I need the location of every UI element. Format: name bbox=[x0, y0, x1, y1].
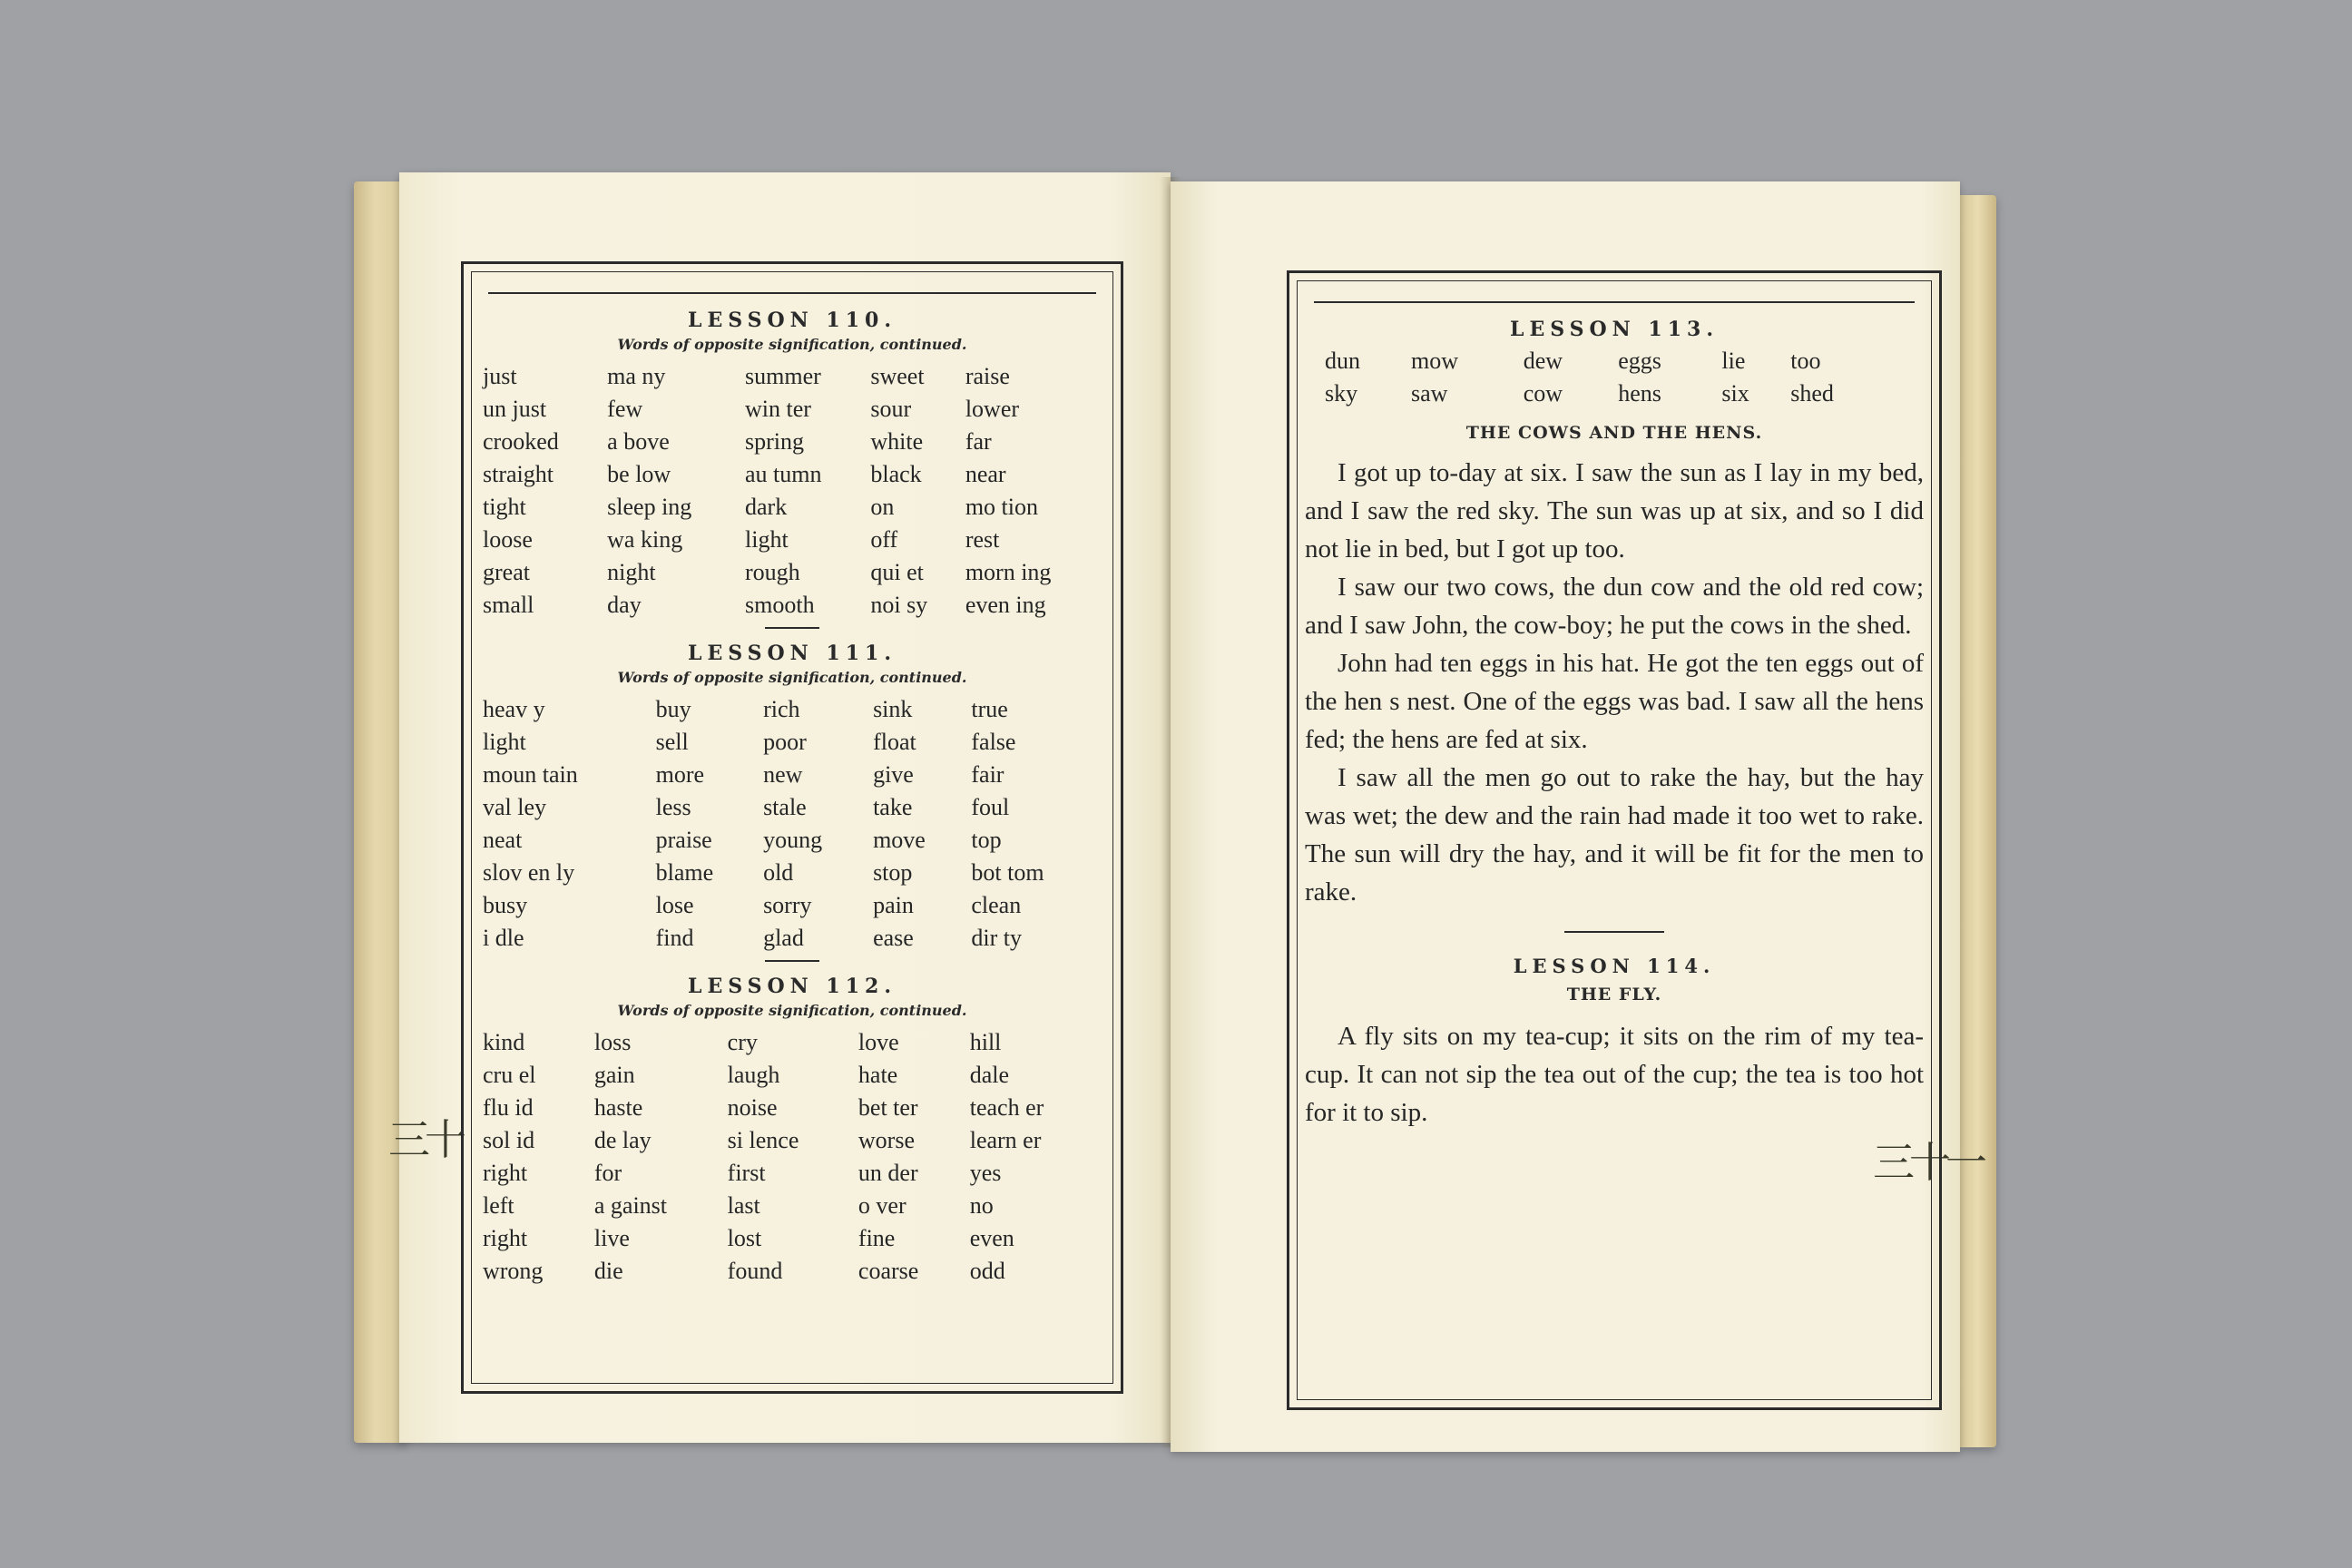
word-cell: old bbox=[763, 859, 794, 886]
word-cell: sorry bbox=[763, 892, 812, 918]
lesson-114-story bbox=[1305, 1017, 1924, 1132]
word-row bbox=[481, 791, 1103, 824]
lesson-112-title: LESSON 112. bbox=[687, 975, 897, 998]
word-cell: right bbox=[483, 1160, 528, 1186]
word-cell: take bbox=[873, 794, 913, 820]
word-row bbox=[481, 589, 1103, 622]
word-cell: glad bbox=[763, 925, 804, 951]
word-cell: raise bbox=[965, 363, 1010, 389]
word-row bbox=[481, 693, 1103, 726]
word-cell: slov en ly bbox=[483, 859, 575, 886]
word-cell: far bbox=[965, 428, 992, 455]
word-cell: un der bbox=[858, 1160, 918, 1186]
word-cell: loss bbox=[593, 1029, 632, 1055]
word-cell: ease bbox=[873, 925, 914, 951]
word-cell: last bbox=[727, 1192, 760, 1219]
word-cell: laugh bbox=[727, 1062, 780, 1088]
word-cell: wa king bbox=[607, 526, 683, 553]
word-cell: qui et bbox=[870, 559, 924, 585]
word-cell: loose bbox=[483, 526, 533, 553]
word-cell: busy bbox=[483, 892, 528, 918]
word-cell: a gainst bbox=[593, 1192, 668, 1219]
word-cell: float bbox=[873, 729, 916, 755]
word-row bbox=[481, 889, 1103, 922]
word-cell: false bbox=[971, 729, 1016, 755]
word-cell: true bbox=[971, 696, 1008, 722]
left-margin-mark: 三十 bbox=[388, 1115, 461, 1164]
word-cell: praise bbox=[655, 827, 712, 853]
word-row bbox=[481, 1190, 1103, 1222]
word-cell: poor bbox=[763, 729, 807, 755]
lesson-114-title: LESSON 114. bbox=[1513, 955, 1716, 977]
word-cell: spring bbox=[745, 428, 805, 455]
word-cell: noi sy bbox=[870, 592, 928, 618]
word-cell: coarse bbox=[858, 1258, 919, 1284]
word-cell: even ing bbox=[965, 592, 1046, 618]
word-cell: stale bbox=[763, 794, 807, 820]
section-divider bbox=[765, 960, 819, 962]
word-cell: lost bbox=[727, 1225, 762, 1251]
word-cell: worse bbox=[858, 1127, 915, 1153]
story-paragraph: I saw our two cows, the dun cow and the old red cow; and I saw John, the cow-boy; he put the cows in the shed. bbox=[1305, 573, 1924, 640]
word-cell: moun tain bbox=[483, 761, 578, 788]
word-cell: shed bbox=[1790, 380, 1834, 407]
story-paragraph: John had ten eggs in his hat. He got the ten eggs out of the hen s nest. One of the eggs was bad. I saw all the hens fed; the hens are fed at six. bbox=[1305, 649, 1924, 754]
word-cell: teach er bbox=[969, 1094, 1044, 1121]
word-row bbox=[481, 1124, 1103, 1157]
word-cell: foul bbox=[971, 794, 1010, 820]
word-row bbox=[481, 824, 1103, 857]
right-page bbox=[1171, 181, 1982, 1452]
word-cell: more bbox=[655, 761, 705, 788]
section-divider bbox=[1564, 931, 1664, 933]
word-cell: pain bbox=[873, 892, 914, 918]
word-cell: too bbox=[1790, 348, 1821, 374]
word-row bbox=[481, 726, 1103, 759]
left-page-frame bbox=[461, 261, 1123, 1394]
word-cell: kind bbox=[483, 1029, 525, 1055]
word-cell: smooth bbox=[745, 592, 815, 618]
word-row bbox=[1323, 377, 1892, 410]
lesson-112-word-table bbox=[481, 1026, 1103, 1288]
word-cell: sleep ing bbox=[607, 494, 692, 520]
word-row bbox=[1323, 345, 1892, 377]
word-cell: night bbox=[607, 559, 656, 585]
word-cell: eggs bbox=[1618, 348, 1661, 374]
word-cell: sell bbox=[655, 729, 689, 755]
word-cell: first bbox=[727, 1160, 766, 1186]
word-cell: win ter bbox=[745, 396, 811, 422]
word-row bbox=[481, 524, 1103, 556]
lesson-110-title: LESSON 110. bbox=[687, 309, 897, 332]
word-row bbox=[481, 1157, 1103, 1190]
word-cell: white bbox=[870, 428, 924, 455]
word-cell: a bove bbox=[607, 428, 670, 455]
word-cell: for bbox=[593, 1160, 622, 1186]
word-cell: day bbox=[607, 592, 642, 618]
word-cell: left bbox=[483, 1192, 514, 1219]
word-cell: six bbox=[1721, 380, 1749, 407]
word-cell: rich bbox=[763, 696, 800, 722]
word-cell: heav y bbox=[483, 696, 545, 722]
word-cell: de lay bbox=[593, 1127, 652, 1153]
word-cell: mo tion bbox=[965, 494, 1038, 520]
top-rule bbox=[488, 292, 1096, 294]
word-cell: saw bbox=[1410, 380, 1448, 407]
word-cell: young bbox=[763, 827, 823, 853]
word-cell: bet ter bbox=[858, 1094, 918, 1121]
top-rule bbox=[1314, 301, 1915, 303]
right-margin-mark: 三十一 bbox=[1873, 1138, 1982, 1187]
section-divider bbox=[765, 627, 819, 629]
word-cell: on bbox=[870, 494, 895, 520]
word-cell: un just bbox=[483, 396, 547, 422]
word-row bbox=[481, 857, 1103, 889]
word-cell: right bbox=[483, 1225, 528, 1251]
right-page-frame bbox=[1287, 270, 1942, 1410]
word-cell: dale bbox=[969, 1062, 1010, 1088]
word-cell: hate bbox=[858, 1062, 898, 1088]
word-row bbox=[481, 360, 1103, 393]
lesson-110-word-table bbox=[481, 360, 1103, 622]
word-cell: live bbox=[593, 1225, 630, 1251]
word-cell: found bbox=[727, 1258, 783, 1284]
word-cell: straight bbox=[483, 461, 554, 487]
word-cell: i dle bbox=[483, 925, 524, 951]
word-cell: cry bbox=[727, 1029, 758, 1055]
word-cell: wrong bbox=[483, 1258, 544, 1284]
word-cell: rough bbox=[745, 559, 800, 585]
open-book bbox=[354, 172, 1996, 1461]
word-row bbox=[481, 922, 1103, 955]
word-cell: haste bbox=[593, 1094, 643, 1121]
word-cell: lose bbox=[655, 892, 694, 918]
word-cell: odd bbox=[969, 1258, 1005, 1284]
word-row bbox=[481, 1059, 1103, 1092]
word-cell: morn ing bbox=[965, 559, 1052, 585]
right-page-edges bbox=[1960, 195, 1996, 1447]
word-cell: fine bbox=[858, 1225, 896, 1251]
word-cell: rest bbox=[965, 526, 1000, 553]
word-cell: move bbox=[873, 827, 926, 853]
story-paragraph: I saw all the men go out to rake the hay, but the hay was wet; the dew and the rain had made it too wet to rake. The sun will dry the hay, and it will be fit for the men to rake. bbox=[1305, 763, 1924, 906]
word-cell: crooked bbox=[483, 428, 559, 455]
word-cell: new bbox=[763, 761, 803, 788]
word-cell: no bbox=[969, 1192, 994, 1219]
story-paragraph: I got up to-day at six. I saw the sun as I lay in my bed, and I saw the red sky. The sun was up at six, and so I did not lie in bed, but I got up too. bbox=[1305, 458, 1924, 564]
word-row bbox=[481, 426, 1103, 458]
word-cell: o ver bbox=[858, 1192, 906, 1219]
word-cell: au tumn bbox=[745, 461, 822, 487]
word-cell: summer bbox=[745, 363, 821, 389]
word-row bbox=[481, 491, 1103, 524]
word-cell: gain bbox=[593, 1062, 635, 1088]
story-paragraph: A fly sits on my tea-cup; it sits on the rim of my tea-cup. It can not sip the tea out of the cup; the tea is too hot for it to sip. bbox=[1305, 1022, 1924, 1127]
word-cell: ma ny bbox=[607, 363, 666, 389]
lesson-111-title: LESSON 111. bbox=[687, 642, 897, 665]
word-cell: buy bbox=[655, 696, 691, 722]
lesson-113-story bbox=[1305, 454, 1924, 911]
word-cell: lie bbox=[1721, 348, 1746, 374]
word-cell: sour bbox=[870, 396, 912, 422]
word-cell: sky bbox=[1325, 380, 1358, 407]
word-cell: clean bbox=[971, 892, 1022, 918]
word-row bbox=[481, 1026, 1103, 1059]
word-cell: top bbox=[971, 827, 1002, 853]
word-cell: less bbox=[655, 794, 691, 820]
word-cell: bot tom bbox=[971, 859, 1044, 886]
word-row bbox=[481, 1222, 1103, 1255]
word-cell: dew bbox=[1523, 348, 1563, 374]
word-cell: flu id bbox=[483, 1094, 534, 1121]
word-cell: blame bbox=[655, 859, 714, 886]
word-cell: light bbox=[483, 729, 526, 755]
word-cell: lower bbox=[965, 396, 1020, 422]
word-cell: noise bbox=[727, 1094, 778, 1121]
word-cell: love bbox=[858, 1029, 899, 1055]
word-cell: mow bbox=[1410, 348, 1458, 374]
word-cell: dark bbox=[745, 494, 788, 520]
lesson-110-subtitle: Words of opposite signification, continued. bbox=[617, 336, 967, 353]
word-cell: hens bbox=[1618, 380, 1661, 407]
word-row bbox=[481, 759, 1103, 791]
word-cell: yes bbox=[969, 1160, 1002, 1186]
word-cell: stop bbox=[873, 859, 913, 886]
word-cell: hill bbox=[969, 1029, 1002, 1055]
word-cell: dir ty bbox=[971, 925, 1022, 951]
word-cell: die bbox=[593, 1258, 623, 1284]
word-cell: cow bbox=[1523, 380, 1563, 407]
word-cell: fair bbox=[971, 761, 1004, 788]
word-row bbox=[481, 458, 1103, 491]
word-cell: sink bbox=[873, 696, 913, 722]
word-cell: great bbox=[483, 559, 530, 585]
word-cell: val ley bbox=[483, 794, 547, 820]
word-cell: few bbox=[607, 396, 643, 422]
story-title-the-fly: THE FLY. bbox=[1566, 985, 1662, 1004]
word-cell: find bbox=[655, 925, 694, 951]
story-title-cows-and-hens: THE COWS AND THE HENS. bbox=[1465, 423, 1763, 443]
word-cell: sweet bbox=[870, 363, 925, 389]
word-cell: just bbox=[483, 363, 517, 389]
lesson-111-subtitle: Words of opposite signification, continued. bbox=[617, 669, 967, 686]
lesson-112-subtitle: Words of opposite signification, continued. bbox=[617, 1002, 967, 1019]
word-cell: even bbox=[969, 1225, 1014, 1251]
word-row bbox=[481, 393, 1103, 426]
word-row bbox=[481, 556, 1103, 589]
lesson-113-title: LESSON 113. bbox=[1509, 318, 1720, 341]
word-cell: black bbox=[870, 461, 922, 487]
word-cell: small bbox=[483, 592, 534, 618]
word-cell: near bbox=[965, 461, 1006, 487]
word-row bbox=[481, 1255, 1103, 1288]
lesson-111-word-table bbox=[481, 693, 1103, 955]
word-cell: give bbox=[873, 761, 914, 788]
word-cell: si lence bbox=[727, 1127, 799, 1153]
word-cell: cru el bbox=[483, 1062, 536, 1088]
word-cell: learn er bbox=[969, 1127, 1042, 1153]
word-cell: off bbox=[870, 526, 898, 553]
word-cell: be low bbox=[607, 461, 671, 487]
word-cell: tight bbox=[483, 494, 526, 520]
word-cell: dun bbox=[1325, 348, 1360, 374]
word-cell: light bbox=[745, 526, 789, 553]
lesson-113-word-table bbox=[1323, 345, 1892, 410]
word-cell: neat bbox=[483, 827, 523, 853]
word-row bbox=[481, 1092, 1103, 1124]
left-page bbox=[388, 172, 1171, 1443]
word-cell: sol id bbox=[483, 1127, 535, 1153]
